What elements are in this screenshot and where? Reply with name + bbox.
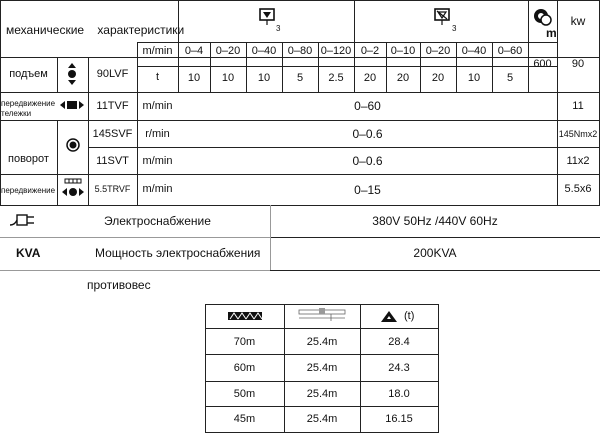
- hoist-load: 5: [296, 72, 304, 84]
- trolley-kw: 11: [572, 100, 584, 112]
- hoist-motor: 90LVF: [96, 68, 129, 80]
- kw-header: kw: [570, 14, 586, 28]
- supply-value: 380V 50Hz /440V 60Hz: [372, 214, 498, 228]
- hoist-speed: 0–40: [251, 45, 277, 57]
- hoist-speed: 0–40: [461, 45, 487, 57]
- hoist-load: 10: [221, 72, 235, 84]
- weight-unit: (t): [404, 310, 415, 322]
- hoist-speed: 0–120: [320, 45, 352, 57]
- slewing-kw-1: 145Nmx2: [558, 129, 598, 139]
- hoist-unit-speed: m/min: [142, 45, 173, 57]
- cw-radius: 25.4m: [306, 362, 338, 374]
- trolley-value: 0–60: [354, 99, 381, 113]
- slewing-value-1: 0–0.6: [352, 127, 383, 141]
- trolley-label: передвижение тележки: [1, 99, 56, 118]
- slewing-motor-1: 145SVF: [92, 128, 133, 140]
- hoist-speed: 0–80: [287, 45, 313, 57]
- hoist-unit-t: t: [155, 71, 160, 83]
- hoist-speed: 0–60: [497, 45, 523, 57]
- slewing-value-2: 0–0.6: [352, 154, 383, 168]
- slewing-unit-2: m/min: [142, 155, 173, 167]
- travel-unit: m/min: [142, 183, 173, 195]
- trolley-motor: 11TVF: [96, 100, 129, 112]
- hoist-load: 20: [396, 72, 410, 84]
- motor-letter: m: [546, 26, 557, 40]
- slewing-motor-2: 11SVT: [96, 155, 129, 167]
- cw-jib: 50m: [233, 388, 256, 400]
- header-title: механические характеристики: [6, 23, 185, 37]
- hoist-load: 2.5: [328, 72, 344, 84]
- hoist-load: 10: [187, 72, 201, 84]
- cw-radius: 25.4m: [306, 413, 338, 425]
- hoist-load: 10: [467, 72, 481, 84]
- slewing-unit-1: r/min: [145, 128, 170, 140]
- kva-label: KVA: [16, 246, 41, 260]
- hoist-speed: 0–4: [184, 45, 204, 57]
- cw-radius: 25.4m: [306, 388, 338, 400]
- hoist-speed: 0–2: [360, 45, 380, 57]
- hoist-label: подъем: [9, 68, 48, 80]
- cw-jib: 70m: [233, 336, 256, 348]
- hook-sub-2: 3: [452, 24, 457, 33]
- cw-jib: 45m: [233, 413, 256, 425]
- hoist-load: 20: [363, 72, 377, 84]
- hoist-speed: 0–20: [425, 45, 451, 57]
- trolley-unit: m/min: [142, 100, 173, 112]
- cw-weight: 18.0: [388, 388, 410, 400]
- hoist-load: 10: [257, 72, 271, 84]
- cw-weight: 28.4: [388, 336, 410, 348]
- capacity-label: Мощность электроснабжения: [95, 246, 261, 260]
- slewing-kw-2: 11x2: [566, 155, 590, 167]
- travel-kw: 5.5x6: [564, 183, 592, 195]
- hoist-rpm: 600: [533, 58, 552, 70]
- travel-label: передвижение: [1, 186, 56, 195]
- hook-sub-1: 3: [276, 24, 281, 33]
- hoist-load: 20: [431, 72, 445, 84]
- travel-motor: 5.5TRVF: [94, 184, 131, 194]
- supply-label: Электроснабжение: [104, 214, 211, 228]
- cw-radius: 25.4m: [306, 336, 338, 348]
- travel-value: 0–15: [354, 183, 381, 197]
- hoist-speed: 0–10: [390, 45, 416, 57]
- cw-weight: 24.3: [388, 362, 410, 374]
- hoist-kw: 90: [571, 58, 585, 70]
- cw-jib: 60m: [233, 362, 256, 374]
- capacity-value: 200KVA: [413, 246, 457, 260]
- cw-weight: 16.15: [385, 413, 413, 425]
- hoist-speed: 0–20: [215, 45, 241, 57]
- hoist-load: 5: [506, 72, 514, 84]
- slewing-label: поворот: [8, 153, 49, 165]
- counterweight-title: противовес: [87, 278, 151, 292]
